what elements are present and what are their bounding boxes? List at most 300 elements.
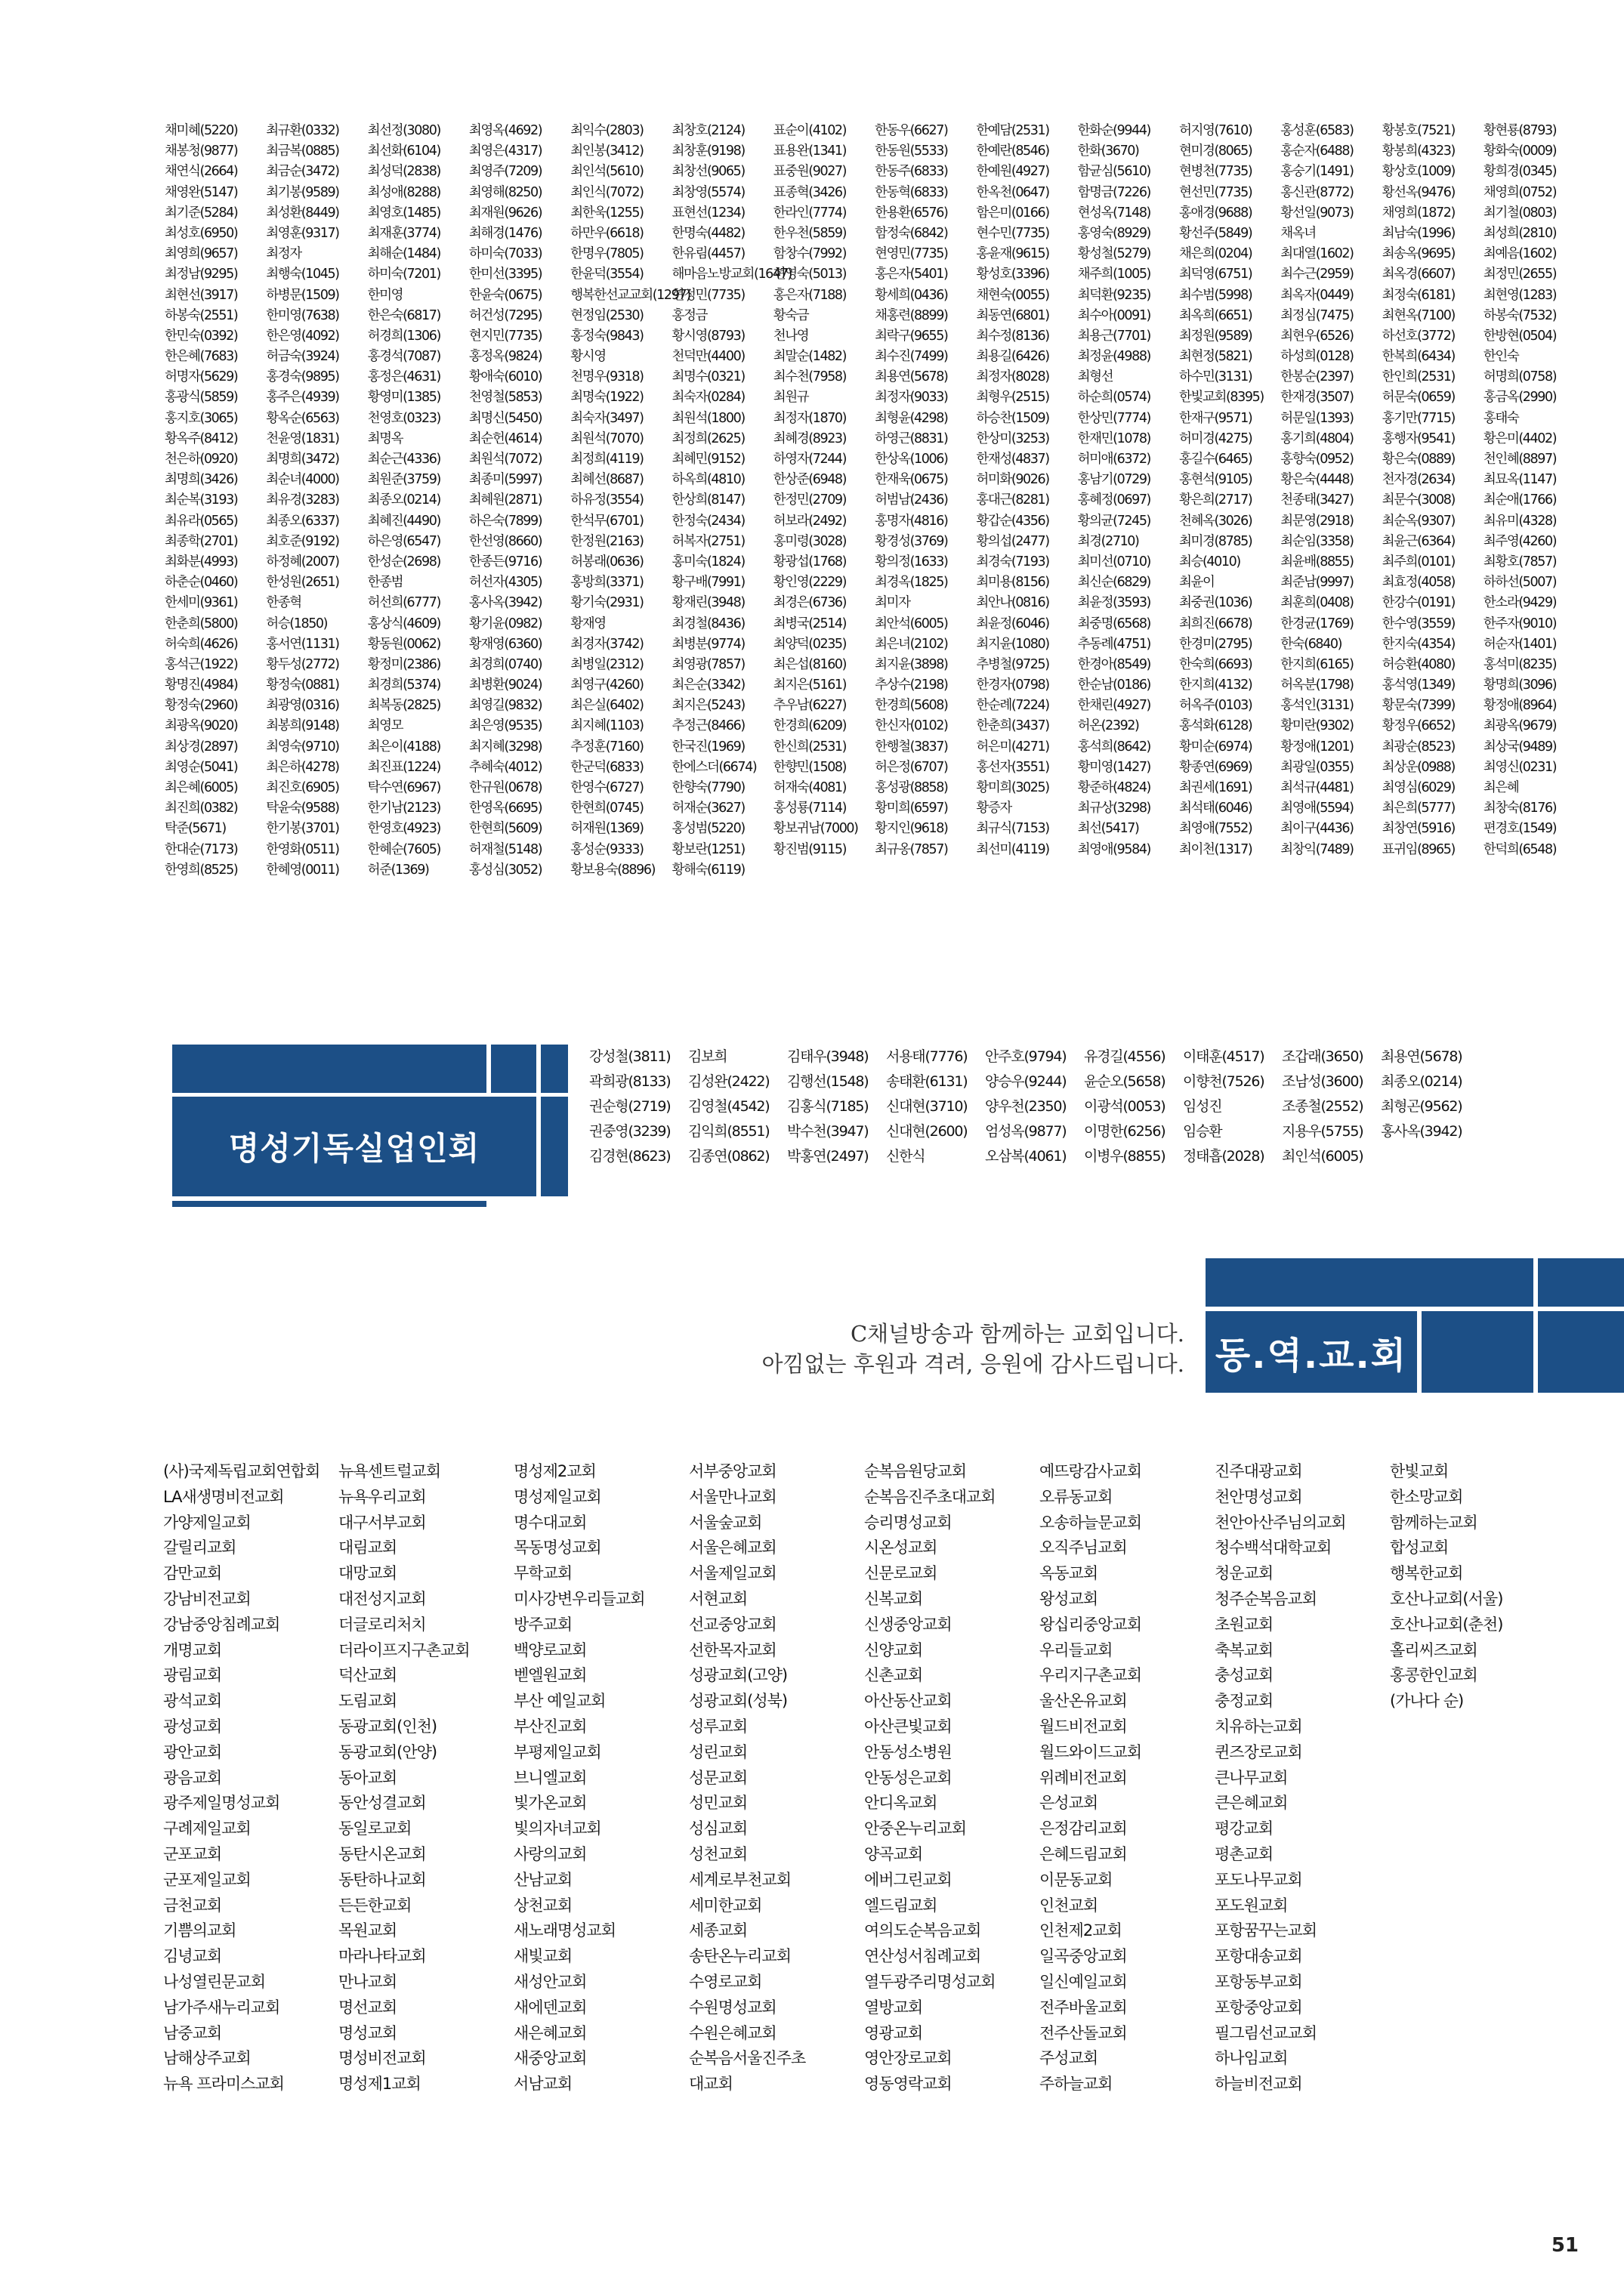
- donor-name: 황미희(6597): [875, 801, 948, 816]
- church-name: 은혜드림교회: [1039, 1844, 1127, 1863]
- donor-name: 한순남(0186): [1077, 677, 1150, 693]
- donor-name: 하옥희(4810): [672, 472, 745, 488]
- donor-name: 최광일(0355): [1280, 759, 1354, 775]
- donor-name: 하미숙(7201): [367, 267, 440, 282]
- church-name: 청주순복음교회: [1215, 1589, 1317, 1608]
- donor-name: 황희경(0345): [1483, 164, 1557, 180]
- church-name: [689, 2097, 864, 2123]
- donor-name: 황명희(3096): [1483, 677, 1557, 693]
- donor-name: 현미경(8065): [1178, 144, 1252, 159]
- donor-name: 최영애(9584): [1077, 841, 1150, 857]
- donor-name: 홍미숙(1824): [672, 554, 745, 569]
- donor-name: 한석무(6701): [570, 513, 644, 529]
- donor-name: 홍방희(3371): [570, 575, 644, 591]
- church-name: [1390, 1944, 1565, 1970]
- donor-name: 최한욱(1255): [570, 205, 644, 221]
- church-name: 동광교회(안양): [338, 1742, 437, 1761]
- donor-name: 채옥녀: [1280, 225, 1316, 241]
- donor-name: 최기준(5284): [165, 205, 238, 221]
- church-name: 새노래명성교회: [514, 1921, 616, 1940]
- donor-name: 함균심(5610): [1077, 164, 1150, 180]
- donor-name: 채봉청(9877): [165, 144, 238, 159]
- donor-name: 최경은(6736): [773, 595, 847, 611]
- donor-name: 한에스더(6674): [672, 759, 757, 775]
- church-name: 포항대송교회: [1215, 1947, 1302, 1966]
- donor-name: 한군덕(6833): [570, 759, 644, 775]
- donor-name: 홍은자(7188): [773, 287, 847, 303]
- church-name: 김녕교회: [163, 1947, 222, 1966]
- donor-name: 한은영(4092): [266, 328, 339, 344]
- donor-name: 황종연(6969): [1178, 759, 1252, 775]
- donor-name: 표용완(1341): [773, 144, 847, 159]
- church-name: 백양로교회: [514, 1640, 587, 1659]
- donor-name: 황지인(9618): [875, 821, 948, 837]
- donor-name: 최현영(1283): [1483, 287, 1557, 303]
- donor-name: 한상준(6948): [773, 472, 847, 488]
- church-name: 군포제일교회: [163, 1870, 251, 1889]
- donor-name: 황정애(8964): [1483, 698, 1557, 714]
- donor-name: 최진표(1224): [367, 759, 440, 775]
- church-name: 성민교회: [689, 1794, 748, 1813]
- church-name: 영광교회: [864, 2023, 923, 2042]
- donor-name: 하미숙(7033): [468, 246, 542, 262]
- donor-name: 허미화(9026): [976, 472, 1049, 488]
- church-name: 월드비전교회: [1039, 1717, 1127, 1736]
- church-name: 광림교회: [163, 1666, 222, 1685]
- donor-name: 허명희(0758): [1483, 369, 1557, 385]
- association-member: 김보희: [688, 1048, 727, 1065]
- donor-name: 현성옥(7148): [1077, 205, 1150, 221]
- association-member: 서용태(7776): [886, 1048, 968, 1065]
- church-name: 부산 예일교회: [514, 1692, 606, 1711]
- donor-name: 최영애(5594): [1280, 801, 1354, 816]
- church-name: 주하늘교회: [1039, 2075, 1113, 2094]
- donor-name: 최복동(2825): [367, 698, 440, 714]
- church-name: 성루교회: [689, 1717, 748, 1736]
- church-name: 목동명성교회: [514, 1538, 601, 1557]
- donor-name: 최수근(2959): [1280, 267, 1354, 282]
- donor-name: 한경균(1769): [1280, 616, 1354, 631]
- donor-name: 채현숙(0055): [976, 287, 1049, 303]
- church-name: 사랑의교회: [514, 1844, 587, 1863]
- donor-name: 최안나(0816): [976, 595, 1049, 611]
- church-name: 빛가온교회: [514, 1794, 587, 1813]
- donor-name: 한예담(2531): [976, 123, 1049, 138]
- church-name: 남가주새누리교회: [163, 1998, 280, 2017]
- donor-name: 황옥순(6563): [266, 410, 339, 426]
- church-name: 명수대교회: [514, 1513, 587, 1532]
- donor-name: 천명우(9318): [570, 369, 644, 385]
- donor-name: 하성희(0128): [1280, 349, 1354, 365]
- donor-name: 최명희(3472): [266, 452, 339, 467]
- donor-name: 한지숙(4354): [1382, 636, 1455, 652]
- donor-name: 최영구(4260): [570, 677, 644, 693]
- donor-name: 홍지호(3065): [165, 410, 238, 426]
- association-member: [1381, 1144, 1480, 1169]
- church-name: 마라나타교회: [338, 1947, 426, 1966]
- church-name: [1390, 1918, 1565, 1944]
- association-member: 양우천(2350): [985, 1098, 1067, 1115]
- donor-name: 하영근(8831): [875, 431, 948, 446]
- donor-name: 최중권(1036): [1178, 595, 1252, 611]
- donor-name: 편경호(1549): [1483, 821, 1557, 837]
- church-name: 영동영락교회: [864, 2075, 952, 2094]
- church-name: [1390, 1714, 1565, 1740]
- donor-name: 최지은(5243): [672, 698, 745, 714]
- donor-name: 하승찬(1509): [976, 410, 1049, 426]
- donor-name: 최신순(6829): [1077, 575, 1150, 591]
- donor-name: 황은희(2717): [1178, 492, 1252, 508]
- donor-name: 홍미령(3028): [773, 533, 847, 549]
- donor-name: 한정원(2163): [570, 533, 644, 549]
- donor-name: 황재영(6360): [468, 636, 542, 652]
- association-deco-block: [541, 1045, 568, 1093]
- church-name: 하늘비전교회: [1215, 2075, 1302, 2094]
- church-name: 충정교회: [1215, 1692, 1274, 1711]
- church-name: 호산나교회(춘천): [1390, 1615, 1503, 1634]
- church-name: 브니엘교회: [514, 1768, 587, 1787]
- church-name: 필그림선교교회: [1215, 2023, 1317, 2042]
- donor-name: 천은하(0920): [165, 452, 238, 467]
- church-name: 포항중앙교회: [1215, 1998, 1302, 2017]
- association-member: 최인석(6005): [1282, 1148, 1363, 1165]
- donor-name: 허보라(2492): [773, 513, 847, 529]
- church-name: 열방교회: [864, 1998, 923, 2017]
- donor-name: 최지은(5161): [773, 677, 847, 693]
- donor-name: 천인혜(8897): [1483, 452, 1557, 467]
- donor-name: 최미선(0710): [1077, 554, 1150, 569]
- donor-name: 하영자(7244): [773, 452, 847, 467]
- church-name: 양곡교회: [864, 1844, 923, 1863]
- donor-name: 최인식(7072): [570, 184, 644, 200]
- donor-name: 한강수(0191): [1382, 595, 1455, 611]
- donor-name: 황정숙(0881): [266, 677, 339, 693]
- donor-name: 최선화(6104): [367, 144, 440, 159]
- church-name: 선한목자교회: [689, 1640, 776, 1659]
- donor-name: 허지영(7610): [1178, 123, 1252, 138]
- donor-name: 최정자(8028): [976, 369, 1049, 385]
- donor-name: 최광영(0316): [266, 698, 339, 714]
- donor-name: 한지희(6165): [1280, 656, 1354, 672]
- donor-name: 최준남(9997): [1280, 575, 1354, 591]
- church-name: 안동성은교회: [864, 1768, 952, 1787]
- donor-name: 황화숙(0009): [1483, 144, 1557, 159]
- donor-name: 홍석인(3131): [1280, 698, 1354, 714]
- donor-name: 최형우(2515): [976, 390, 1049, 406]
- donor-name: 황명진(4984): [165, 677, 238, 693]
- donor-name: 허미애(6372): [1077, 452, 1150, 467]
- church-name: 덕산교회: [338, 1666, 397, 1685]
- donor-name: 한영화(0511): [266, 841, 339, 857]
- donor-name: 최정숙(6181): [1382, 287, 1455, 303]
- donor-name: 황동원(0062): [367, 636, 440, 652]
- donor-name: 최영희(9657): [165, 246, 238, 262]
- donor-name: 최혜민(9152): [672, 452, 745, 467]
- donor-name: 최병국(2514): [773, 616, 847, 631]
- donor-name: 최병환(9024): [468, 677, 542, 693]
- donor-name: 최숙자(3497): [570, 410, 644, 426]
- donor-name: 홍정은(4631): [367, 369, 440, 385]
- donor-name: 한세미(9361): [165, 595, 238, 611]
- donor-name: 채연식(2664): [165, 164, 238, 180]
- church-name: 산남교회: [514, 1870, 573, 1889]
- donor-name: 최기봉(9589): [266, 184, 339, 200]
- donor-name: 한정민(2709): [773, 492, 847, 508]
- donor-name: 최용길(6426): [976, 349, 1049, 365]
- association-member: 임승환: [1183, 1123, 1222, 1140]
- donor-name: 한선영(8660): [468, 533, 542, 549]
- donor-name: 허재숙(4081): [773, 780, 847, 795]
- donor-name: 최성애(8288): [367, 184, 440, 200]
- donor-name: 최진호(6905): [266, 780, 339, 795]
- donor-name: 황기윤(0982): [468, 616, 542, 631]
- church-name: 포항꿈꾸는교회: [1215, 1921, 1317, 1940]
- association-member: 신한식: [886, 1148, 925, 1165]
- donor-name: 최경철(8436): [672, 616, 745, 631]
- donor-name: 한우천(5859): [773, 225, 847, 241]
- donor-name: 최락구(9655): [875, 328, 948, 344]
- donor-name: 허승(1850): [266, 616, 328, 631]
- association-member: 이병우(8855): [1084, 1148, 1166, 1165]
- church-name: 동일로교회: [338, 1819, 412, 1838]
- donor-name: 홍서연(1131): [266, 636, 339, 652]
- donor-name: 최종오(0214): [367, 492, 440, 508]
- church-name: 예뜨랑감사교회: [1039, 1462, 1142, 1480]
- donor-name: 허선희(6777): [367, 595, 440, 611]
- donor-name: 최황호(7857): [1483, 554, 1557, 569]
- church-name: 월드와이드교회: [1039, 1742, 1142, 1761]
- donor-name: 한순례(7224): [976, 698, 1049, 714]
- donor-name: 한인숙: [1483, 349, 1519, 365]
- donor-name: 최행숙(1045): [266, 267, 339, 282]
- donor-name: 최영주(7209): [468, 164, 542, 180]
- donor-name: 최윤근(6364): [1382, 533, 1455, 549]
- church-name: 든든한교회: [338, 1896, 412, 1915]
- donor-name: 홍길수(6465): [1178, 452, 1252, 467]
- church-name: 대림교회: [338, 1538, 397, 1557]
- donor-name: 최상국(9489): [1483, 739, 1557, 755]
- donor-name: 한유림(4457): [672, 246, 745, 262]
- church-name: 오직주님교회: [1039, 1538, 1127, 1557]
- church-name: 명성비전교회: [338, 2049, 426, 2068]
- donor-name: 황구배(7991): [672, 575, 745, 591]
- church-name: 동아교회: [338, 1768, 397, 1787]
- association-member: 김성완(2422): [688, 1073, 770, 1090]
- donor-name: 최규옹(7857): [875, 841, 948, 857]
- donor-name: 황은숙(0889): [1382, 452, 1455, 467]
- donor-name: 최창익(7489): [1280, 841, 1354, 857]
- donor-name: 최양덕(0235): [773, 636, 847, 652]
- church-name: 신복교회: [864, 1589, 923, 1608]
- association-deco-block: [491, 1045, 536, 1093]
- donor-name: 황성철(5279): [1077, 246, 1150, 262]
- church-name: 동탄하나교회: [338, 1870, 426, 1889]
- donor-name: 최경숙(7193): [976, 554, 1049, 569]
- donor-name: 최순애(1766): [1483, 492, 1557, 508]
- donor-name: 최현우(6526): [1280, 328, 1354, 344]
- church-name: 대구서부교회: [338, 1513, 426, 1532]
- donor-name-grid: [165, 121, 1585, 881]
- donor-name: 최용연(5678): [875, 369, 948, 385]
- church-section-title: 동.역.교.회: [1206, 1311, 1417, 1393]
- donor-name: 최성환(8449): [266, 205, 339, 221]
- donor-name: 황영미(1385): [367, 390, 440, 406]
- donor-name: 한영옥(6695): [468, 801, 542, 816]
- church-name: 대교회: [689, 2075, 733, 2094]
- church-name: 함께하는교회: [1390, 1513, 1477, 1532]
- donor-name: 최은혜(6005): [165, 780, 238, 795]
- donor-name: 홍대근(8281): [976, 492, 1049, 508]
- donor-name: 한미영(7638): [266, 307, 339, 323]
- association-member: 김홍식(7185): [787, 1098, 869, 1115]
- donor-name: 황준하(4824): [1077, 780, 1150, 795]
- donor-name: 최묘옥(1147): [1483, 472, 1557, 488]
- donor-name: 한채린(4927): [1077, 698, 1150, 714]
- church-name: 뉴욕 프라미스교회: [163, 2075, 284, 2094]
- church-name: 감만교회: [163, 1564, 222, 1583]
- donor-name: 한예원(4927): [976, 164, 1049, 180]
- donor-name: 한민숙(0392): [165, 328, 238, 344]
- donor-name: 한기남(2123): [367, 801, 440, 816]
- donor-name: 최덕환(9235): [1077, 287, 1150, 303]
- donor-name: 최유미(4328): [1483, 513, 1557, 529]
- donor-name: 최창연(5916): [1382, 821, 1455, 837]
- donor-name: 홍기만(7715): [1382, 410, 1455, 426]
- donor-name: 황선옥(9476): [1382, 184, 1455, 200]
- donor-name: 황의정(1633): [875, 554, 948, 569]
- church-name: 군포교회: [163, 1844, 222, 1863]
- donor-name: 황미란(9302): [1280, 718, 1354, 734]
- donor-name: 현영숙(5013): [773, 267, 847, 282]
- association-deco-block: [172, 1045, 486, 1093]
- church-name: 수원명성교회: [689, 1998, 776, 2017]
- donor-name: 한재민(1078): [1077, 431, 1150, 446]
- donor-name: 하유정(3554): [570, 492, 644, 508]
- donor-name: 한은숙(6817): [367, 307, 440, 323]
- donor-name: 천윤영(1831): [266, 431, 339, 446]
- association-member: 정태흡(2028): [1183, 1148, 1264, 1165]
- donor-name: 홍석근(1922): [165, 656, 238, 672]
- donor-name: 한윤덕(3554): [570, 267, 644, 282]
- church-name: 강남중앙침례교회: [163, 1615, 280, 1634]
- donor-name: 최봉희(9148): [266, 718, 339, 734]
- donor-name: 황은숙(4448): [1280, 472, 1354, 488]
- donor-name: 최권세(1691): [1178, 780, 1252, 795]
- church-name: 광주제일명성교회: [163, 1794, 280, 1813]
- donor-name: 최안석(6005): [875, 616, 948, 631]
- donor-name: 천종태(3427): [1280, 492, 1354, 508]
- association-member: 최종오(0214): [1381, 1073, 1462, 1090]
- donor-name: 한경희(6209): [773, 718, 847, 734]
- association-member: 엄성옥(9877): [985, 1123, 1067, 1140]
- donor-name: 최원석(7070): [570, 431, 644, 446]
- association-member: 조갑래(3650): [1282, 1048, 1363, 1065]
- church-name: 선교중앙교회: [689, 1615, 776, 1634]
- church-name: 옥동교회: [1039, 1564, 1098, 1583]
- church-name: 더글로리처치: [338, 1615, 426, 1634]
- donor-name: 허경희(1306): [367, 328, 440, 344]
- association-member-list: [589, 1045, 1586, 1169]
- donor-name: 한미선(3395): [468, 267, 542, 282]
- church-name: 천안명성교회: [1215, 1487, 1302, 1506]
- donor-name: 최경자(3742): [570, 636, 644, 652]
- donor-name: 홍성룡(7114): [773, 801, 847, 816]
- association-member: 강성철(3811): [589, 1048, 671, 1065]
- donor-name: 최창호(2124): [672, 123, 745, 138]
- donor-name: 홍광식(5859): [165, 390, 238, 406]
- donor-name: 채영완(5147): [165, 184, 238, 200]
- donor-name: 최재훈(3774): [367, 225, 440, 241]
- association-member: 송태환(6131): [886, 1073, 968, 1090]
- donor-name: 최정심(7475): [1280, 307, 1354, 323]
- association-member: 곽희광(8133): [589, 1073, 671, 1090]
- donor-name: 최혜경(8923): [773, 431, 847, 446]
- association-member: 홍사옥(3942): [1381, 1123, 1462, 1140]
- church-name: 한빛교회: [1390, 1462, 1449, 1480]
- church-name: 나성열린문교회: [163, 1972, 266, 1991]
- donor-name: 추상수(2198): [875, 677, 948, 693]
- donor-name: 최선미(4119): [976, 841, 1049, 857]
- donor-name: 천덕만(4400): [672, 349, 745, 365]
- donor-name: 최형윤(4298): [875, 410, 948, 426]
- church-name: 서남교회: [514, 2075, 573, 2094]
- donor-name: 한재경(3507): [1280, 390, 1354, 406]
- donor-name: 최은섭(8160): [773, 656, 847, 672]
- church-name: 명성교회: [338, 2023, 397, 2042]
- donor-name: 최창훈(9198): [672, 144, 745, 159]
- church-name: 엘드림교회: [864, 1896, 937, 1915]
- donor-name: 최순임(3358): [1280, 533, 1354, 549]
- donor-name: 황인영(2229): [773, 575, 847, 591]
- donor-name: 채은희(0204): [1178, 246, 1252, 262]
- donor-name: 표순이(4102): [773, 123, 847, 138]
- church-name: [1390, 2072, 1565, 2097]
- association-deco-block: [172, 1201, 486, 1207]
- donor-name: 최영옥(4692): [468, 123, 542, 138]
- church-name: 부산진교회: [514, 1717, 587, 1736]
- donor-name: 하병문(1509): [266, 287, 339, 303]
- page-number: 51: [1551, 2234, 1579, 2257]
- donor-name: 황애숙(6010): [468, 369, 542, 385]
- donor-name: 최미용(8156): [976, 575, 1049, 591]
- donor-name: 홍석미(8235): [1483, 656, 1557, 672]
- donor-name: 최영훈(9317): [266, 225, 339, 241]
- church-name: 충성교회: [1215, 1666, 1274, 1685]
- donor-name: 허선자(4305): [468, 575, 542, 591]
- donor-name: 채주희(1005): [1077, 267, 1150, 282]
- church-name: 행복한교회: [1390, 1564, 1463, 1583]
- donor-name: 한인희(2531): [1382, 369, 1455, 385]
- donor-name: 홍상식(4609): [367, 616, 440, 631]
- donor-name: 최수천(7958): [773, 369, 847, 385]
- church-name: 치유하는교회: [1215, 1717, 1302, 1736]
- church-name: 명성제2교회: [514, 1462, 596, 1480]
- donor-name: 현영민(7735): [875, 246, 948, 262]
- donor-name: 최옥자(0449): [1280, 287, 1354, 303]
- association-member: [1480, 1045, 1579, 1069]
- donor-name: 최윤이: [1178, 575, 1215, 591]
- donor-name: 최영길(9832): [468, 698, 542, 714]
- donor-name: 홍남기(0729): [1077, 472, 1150, 488]
- church-name: [864, 2097, 1039, 2123]
- church-name: 목원교회: [338, 1921, 397, 1940]
- donor-name: 홍경숙(9895): [266, 369, 339, 385]
- church-name: 위례비전교회: [1039, 1768, 1127, 1787]
- banner-line-1: C채널방송과 함께하는 교회입니다.: [850, 1321, 1184, 1347]
- donor-name: 최대열(1602): [1280, 246, 1354, 262]
- church-name: 포도원교회: [1215, 1896, 1288, 1915]
- donor-name: 황미순(6974): [1178, 739, 1252, 755]
